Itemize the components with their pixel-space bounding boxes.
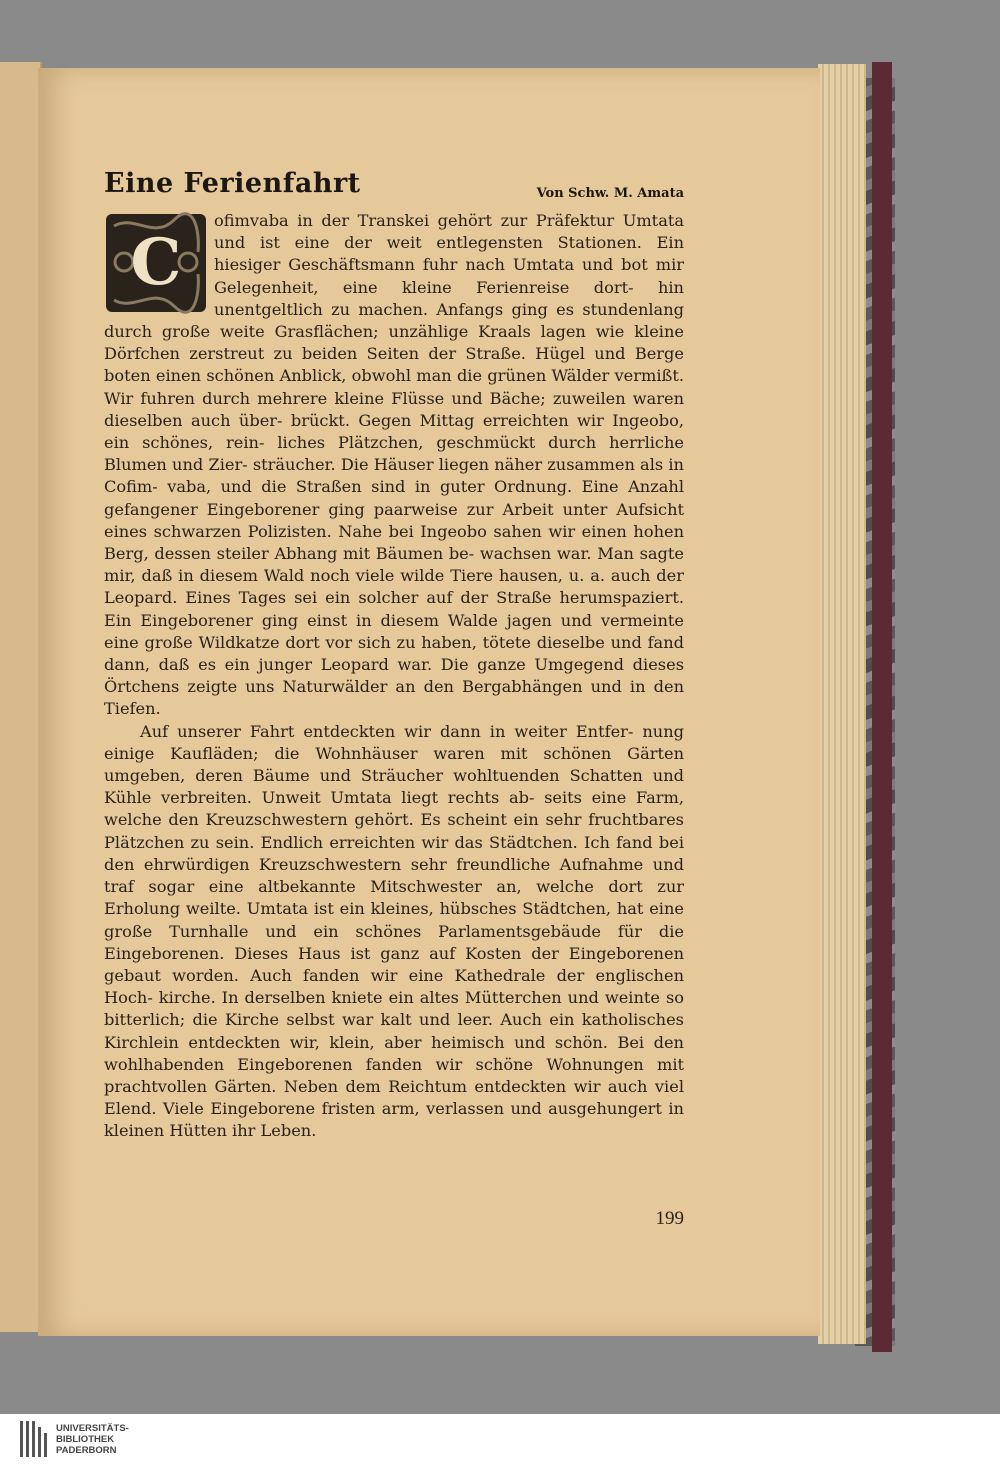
article-title: Eine Ferienfahrt bbox=[104, 168, 361, 199]
cover-binding bbox=[872, 62, 892, 1352]
paragraph-1 bbox=[104, 210, 684, 721]
logo-line-3: PADERBORN bbox=[56, 1444, 117, 1456]
initial-letter: C bbox=[130, 225, 182, 300]
library-logo-text bbox=[56, 1423, 129, 1456]
page-number: 199 bbox=[655, 1208, 684, 1229]
logo-line-2: BIBLIOTHEK bbox=[56, 1433, 115, 1445]
facing-page-edge bbox=[0, 62, 42, 1332]
page-edges bbox=[818, 64, 866, 1344]
library-logo bbox=[20, 1418, 129, 1460]
article-author: Von Schw. M. Amata bbox=[536, 186, 684, 201]
logo-line-1: UNIVERSITÄTS- bbox=[56, 1422, 129, 1434]
ornamental-initial-icon bbox=[104, 212, 208, 314]
paragraph-2: Auf unserer Fahrt entdeckten wir dann in weiter Entfer- nung einige Kaufläden; die Wohnhäuser waren mit schönen Gärten umgeben, deren Bäume und Sträucher wohltuenden Schatten und Kühle verbreiten. Unweit Umtata liegt rechts ab- seits eine Farm, welche den Kreuzschwestern gehört. Es scheint ein sehr fruchtbares Plätzchen zu sein. Endlich erreichten wir das Städtchen. Ich fand bei den ehrwürdigen Kreuzschwestern sehr freundliche Aufnahme und traf sogar eine altbekannte Mitschwester an, welche dort zur Erholung weilte. Umtata ist ein kleines, hübsches Städtchen, hat eine große Turnhalle und ein schönes Parlamentsgebäude für die Eingeborenen. Dieses Haus ist ganz auf Kosten der Eingeborenen gebaut worden. Auch fanden wir eine Kathedrale der englischen Hoch- kirche. In derselben kniete ein altes Mütterchen und weinte so bitterlich; die Kirche selbst war kalt und leer. Auch ein katholisches Kirchlein entdeckten wir, klein, aber heimisch und schön. Bei den wohlhabenden Eingeborenen fanden wir schöne Wohnungen mit prachtvollen Gärten. Neben dem Reichtum entdeckten wir auch viel Elend. Viele Eingeborene fristen arm, verlassen und ausgehungert in kleinen Hütten ihr Leben. bbox=[104, 721, 684, 1141]
paragraph-1-text: ofimvaba in der Transkei gehört zur Präfektur Umtata und ist eine der weit entlegensten Stationen. Ein hiesiger Geschäftsmann fuhr nach Umtata und bot mir Gelegenheit, eine kleine Ferienreise dort- hin unentgeltlich zu machen. Anfangs ging es stundenlang durch große weite Grasflächen; unzählige Kraals lagen wie kleine Dörfchen zerstreut zu beiden Seiten der Straße. Hügel und Berge boten einen schönen Anblick, obwohl man die grünen Wälder vermißt. Wir fuhren durch mehrere kleine Flüsse und Bäche; zuweilen waren dieselben auch über- brückt. Gegen Mittag erreichten wir Ingeobo, ein schönes, rein- liches Plätzchen, geschmückt durch herrliche Blumen und Zier- sträucher. Die Häuser liegen näher zusammen als in Cofim- vaba, und die Straßen sind in guter Ordnung. Eine Anzahl gefangener Eingeborener ging paarweise zur Arbeit unter Aufsicht eines schwarzen Polizisten. Nahe bei Ingeobo sahen wir einen hohen Berg, dessen steiler Abhang mit Bäumen be- wachsen war. Man sagte mir, daß in diesem Wald noch viele wilde Tiere hausen, u. a. auch der Leopard. Eines Tages sei ein solcher auf der Straße herumspaziert. Ein Eingeborener ging einst in diesem Walde jagen und vermeinte eine große Wildkatze dort vor sich zu haben, tötete dieselbe und fand dann, daß es ein junger Leopard war. Die ganze Umgegend dieses Örtchens zeigte uns Naturwälder an den Bergabhängen und in den Tiefen. bbox=[104, 211, 684, 719]
library-logo-icon bbox=[20, 1421, 48, 1457]
article-body bbox=[104, 210, 684, 1143]
